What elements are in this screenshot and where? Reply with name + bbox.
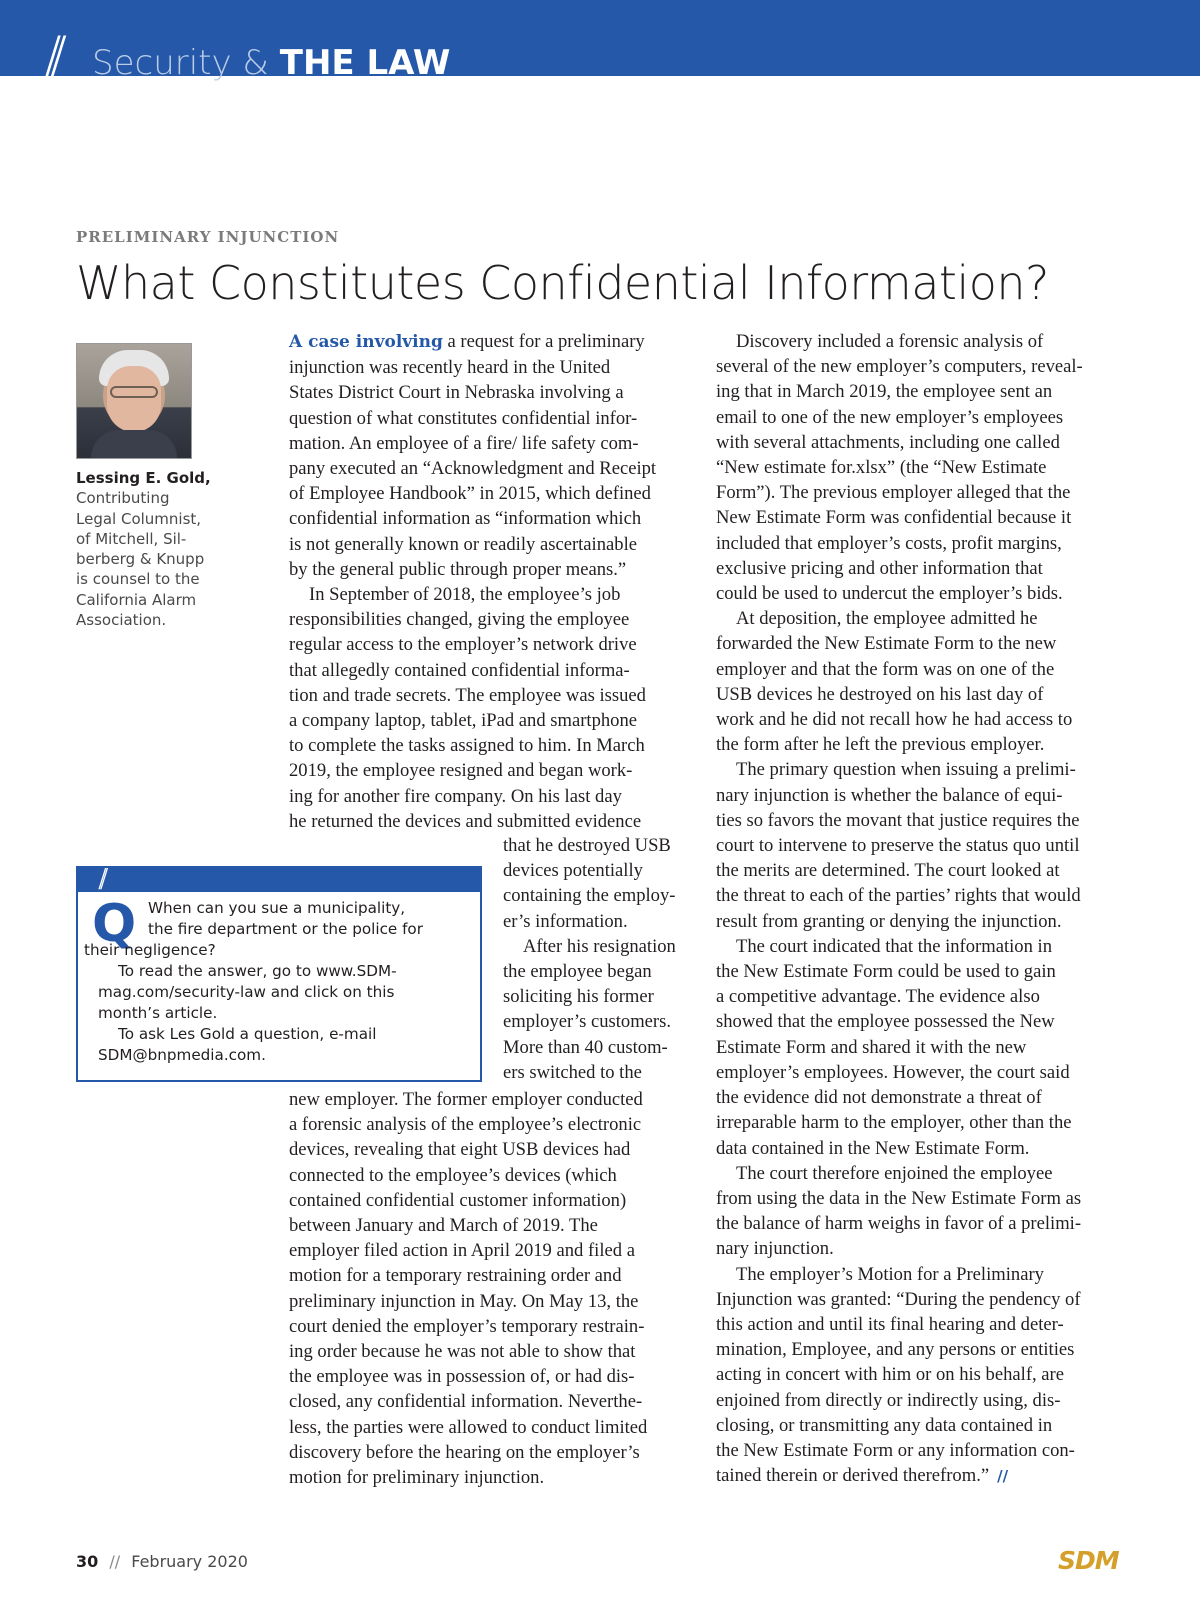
article-text-line: that he destroyed USB — [503, 835, 671, 856]
author-photo-shirt — [91, 430, 177, 458]
question-text — [78, 894, 478, 1066]
article-text-line: motion for a temporary restraining order and — [289, 1265, 622, 1287]
article-text-line: less, the parties were allowed to conduct limited — [289, 1416, 648, 1438]
article-text-line: from using the data in the New Estimate Form as — [716, 1187, 1082, 1209]
article-text-line: new employer. The former employer conducted — [289, 1089, 643, 1110]
article-text-line: In September of 2018, the employee’s job — [309, 584, 621, 606]
question-box-header — [76, 866, 482, 892]
question-line: When can you sue a municipality, — [148, 899, 406, 917]
article-text-line: At deposition, the employee admitted he — [736, 608, 1038, 630]
article-text-line: ers switched to the — [503, 1061, 642, 1083]
article-text-line: between January and March of 2019. The — [289, 1215, 598, 1237]
article-text-line: the balance of harm weighs in favor of a prelimi- — [716, 1213, 1082, 1235]
article-text-line: soliciting his former — [503, 986, 654, 1008]
article-kicker: PRELIMINARY INJUNCTION — [76, 228, 340, 246]
article-text-line: with several attachments, including one called — [716, 431, 1060, 453]
article-text-line: States District Court in Nebraska involving a — [289, 382, 624, 404]
article-text-line: Estimate Form and shared it with the new — [716, 1036, 1027, 1058]
article-text-line: the employee was in possession of, or had dis- — [289, 1366, 635, 1388]
article-text-line: ing for another fire company. On his last day — [289, 785, 622, 807]
article-final-line — [716, 1463, 1126, 1489]
double-slash-icon: // — [44, 26, 56, 86]
article-text-line: confidential information as “information which — [289, 508, 642, 530]
article-text-line: regular access to the employer’s network drive — [289, 634, 637, 656]
page-number: 30 — [76, 1552, 99, 1571]
author-bio — [76, 468, 241, 630]
article-text-line: tained therein or derived therefrom.” — [716, 1465, 990, 1487]
article-text-line: this action and until its final hearing and deter- — [716, 1313, 1064, 1335]
article-text-line: After his resignation — [523, 935, 676, 957]
article-text-line: tion and trade secrets. The employee was issued — [289, 684, 646, 706]
article-text-line: employer’s customers. — [503, 1011, 671, 1033]
article-text-line: employer’s employees. However, the court said — [716, 1061, 1070, 1083]
author-bio-line: Association. — [76, 611, 167, 630]
article-text-line: 2019, the employee resigned and began work- — [289, 760, 633, 782]
article-text-line: showed that the employee possessed the New — [716, 1011, 1055, 1033]
article-title: What Constitutes Confidential Information? — [76, 256, 1049, 310]
article-text-line: email to one of the new employer’s employees — [716, 406, 1064, 428]
end-of-article-icon: // — [997, 1467, 1009, 1486]
section-title-light: Security & — [92, 43, 280, 83]
author-bio-line: California Alarm — [76, 590, 197, 609]
author-photo — [76, 343, 192, 459]
article-text-line: ing that in March 2019, the employee sent an — [716, 381, 1053, 403]
article-text-line: The court therefore enjoined the employee — [736, 1162, 1053, 1184]
section-title — [92, 43, 451, 83]
article-text-line: exclusive pricing and other information that — [716, 557, 1043, 579]
article-text-line: The employer’s Motion for a Preliminary — [736, 1263, 1044, 1285]
article-text-line: containing the employ- — [503, 885, 676, 907]
article-text-line: result from granting or denying the injunction. — [716, 910, 1062, 932]
article-text-line: the threat to each of the parties’ rights that would — [716, 885, 1081, 907]
sdm-logo: SDM — [1058, 1546, 1119, 1575]
article-text-line: he returned the devices and submitted evidence — [289, 810, 642, 832]
article-text-line: employer filed action in April 2019 and filed a — [289, 1240, 635, 1262]
article-text-line: the employee began — [503, 961, 652, 983]
article-text-line: injunction was recently heard in the United — [289, 357, 611, 379]
issue-date: February 2020 — [131, 1552, 248, 1571]
article-text-line: motion for preliminary injunction. — [289, 1467, 545, 1489]
article-text-line: New Estimate Form was confidential because it — [716, 507, 1072, 529]
article-text-line: mation. An employee of a fire/ life safety com- — [289, 432, 639, 454]
article-text-line: a company laptop, tablet, iPad and smartphone — [289, 710, 638, 732]
article-text-line: question of what constitutes confidential infor- — [289, 407, 638, 429]
author-bio-line: of Mitchell, Sil- — [76, 529, 187, 548]
answer-link-line: month’s article. — [98, 1004, 218, 1022]
article-text-line: could be used to undercut the employer’s bids. — [716, 583, 1063, 605]
article-text-line: enjoined from directly or indirectly using, dis- — [716, 1389, 1061, 1411]
article-text-line: employer and that the form was on one of the — [716, 658, 1055, 680]
question-line: their negligence? — [84, 941, 216, 959]
article-text-line: nary injunction. — [716, 1238, 834, 1260]
article-text-line: USB devices he destroyed on his last day of — [716, 683, 1044, 705]
article-text-line: included that employer’s costs, profit margins, — [716, 532, 1062, 554]
article-column-1-narrow — [503, 833, 703, 1085]
article-text-line: court denied the employer’s temporary restrain- — [289, 1315, 645, 1337]
article-text-line — [289, 329, 689, 355]
article-text-line: several of the new employer’s computers, reveal- — [716, 356, 1083, 378]
q-letter: Q — [92, 894, 137, 954]
article-text-line: irreparable harm to the employer, other than the — [716, 1112, 1072, 1134]
article-column-2 — [716, 329, 1126, 1489]
article-text-line: mination, Employee, and any persons or entities — [716, 1339, 1075, 1361]
article-text-line: by the general public through proper means.” — [289, 558, 627, 580]
article-text-fragment: a request for a preliminary — [442, 331, 645, 352]
double-slash-icon: // — [98, 864, 102, 894]
article-text-line: the merits are determined. The court looked at — [716, 860, 1060, 882]
article-text-line: devices potentially — [503, 860, 643, 882]
article-text-line: that allegedly contained confidential informa- — [289, 659, 630, 681]
page-footer — [76, 1552, 248, 1571]
article-text-line: of Employee Handbook” in 2015, which defined — [289, 483, 651, 505]
article-column-1 — [289, 329, 689, 834]
article-text-line: connected to the employee’s devices (which — [289, 1164, 617, 1186]
article-text-line: forwarded the New Estimate Form to the new — [716, 633, 1057, 655]
article-text-line: pany executed an “Acknowledgment and Receipt — [289, 458, 657, 480]
article-text-line: closed, any confidential information. Neverthe- — [289, 1391, 643, 1413]
article-text-line: data contained in the New Estimate Form. — [716, 1137, 1030, 1159]
author-bio-line: berberg & Knupp — [76, 550, 205, 569]
article-text-line: Form”). The previous employer alleged that the — [716, 482, 1071, 504]
question-line: the fire department or the police for — [148, 920, 423, 938]
article-text-line: the New Estimate Form could be used to gain — [716, 961, 1056, 983]
article-text-line: devices, revealing that eight USB devices had — [289, 1139, 631, 1161]
author-name: Lessing E. Gold, — [76, 469, 211, 487]
contact-line: To ask Les Gold a question, e-mail — [118, 1025, 377, 1043]
answer-link-line: mag.com/security-law and click on this — [98, 983, 395, 1001]
article-text-line: work and he did not recall how he had access to — [716, 709, 1073, 731]
article-text-line: court to intervene to preserve the status quo until — [716, 835, 1080, 857]
contact-email: SDM@bnpmedia.com. — [98, 1046, 266, 1064]
article-text-line: responsibilities changed, giving the employee — [289, 609, 630, 631]
article-text-line: the form after he left the previous employer. — [716, 734, 1045, 756]
author-photo-face — [107, 366, 161, 432]
article-text-line: nary injunction is whether the balance of equi- — [716, 784, 1063, 806]
author-photo-glasses — [110, 386, 158, 398]
article-text-line: closing, or transmitting any data contained in — [716, 1414, 1053, 1436]
article-lead-in: A case involving — [289, 332, 443, 352]
question-box — [76, 866, 482, 1082]
article-text-line: The primary question when issuing a prelimi- — [736, 759, 1076, 781]
article-text-line: ties so favors the movant that justice requires the — [716, 809, 1080, 831]
article-text-line: a forensic analysis of the employee’s electronic — [289, 1114, 642, 1136]
article-text-line: The court indicated that the information in — [736, 935, 1052, 957]
article-text-line: contained confidential customer information) — [289, 1189, 627, 1211]
section-title-bold: THE LAW — [279, 43, 451, 83]
article-text-line: ing order because he was not able to show that — [289, 1341, 636, 1363]
author-bio-line: is counsel to the — [76, 570, 200, 589]
article-text-line: Discovery included a forensic analysis of — [736, 331, 1044, 352]
article-text-line: preliminary injunction in May. On May 13, the — [289, 1290, 639, 1312]
article-text-line: to complete the tasks assigned to him. In March — [289, 735, 645, 757]
article-text-line: the evidence did not demonstrate a threat of — [716, 1087, 1042, 1109]
article-text-line: Injunction was granted: “During the pendency of — [716, 1288, 1081, 1310]
article-text-line: discovery before the hearing on the employer’s — [289, 1441, 640, 1463]
footer-separator: // — [109, 1552, 121, 1571]
author-bio-line: Legal Columnist, — [76, 509, 202, 528]
article-text-line: acting in concert with him or on his behalf, are — [716, 1364, 1065, 1386]
article-text-line: More than 40 custom- — [503, 1036, 668, 1058]
article-text-line: “New estimate for.xlsx” (the “New Estimate — [716, 457, 1047, 479]
article-text-line: er’s information. — [503, 910, 628, 932]
author-bio-line: Contributing — [76, 489, 170, 508]
article-text-line: is not generally known or readily ascertainable — [289, 533, 637, 555]
article-column-1-bottom — [289, 1087, 689, 1490]
article-text-line: a competitive advantage. The evidence also — [716, 986, 1040, 1008]
answer-link-line: To read the answer, go to www.SDM- — [118, 962, 397, 980]
author-bio-lines — [76, 488, 241, 630]
article-text-line: the New Estimate Form or any information con- — [716, 1439, 1075, 1461]
